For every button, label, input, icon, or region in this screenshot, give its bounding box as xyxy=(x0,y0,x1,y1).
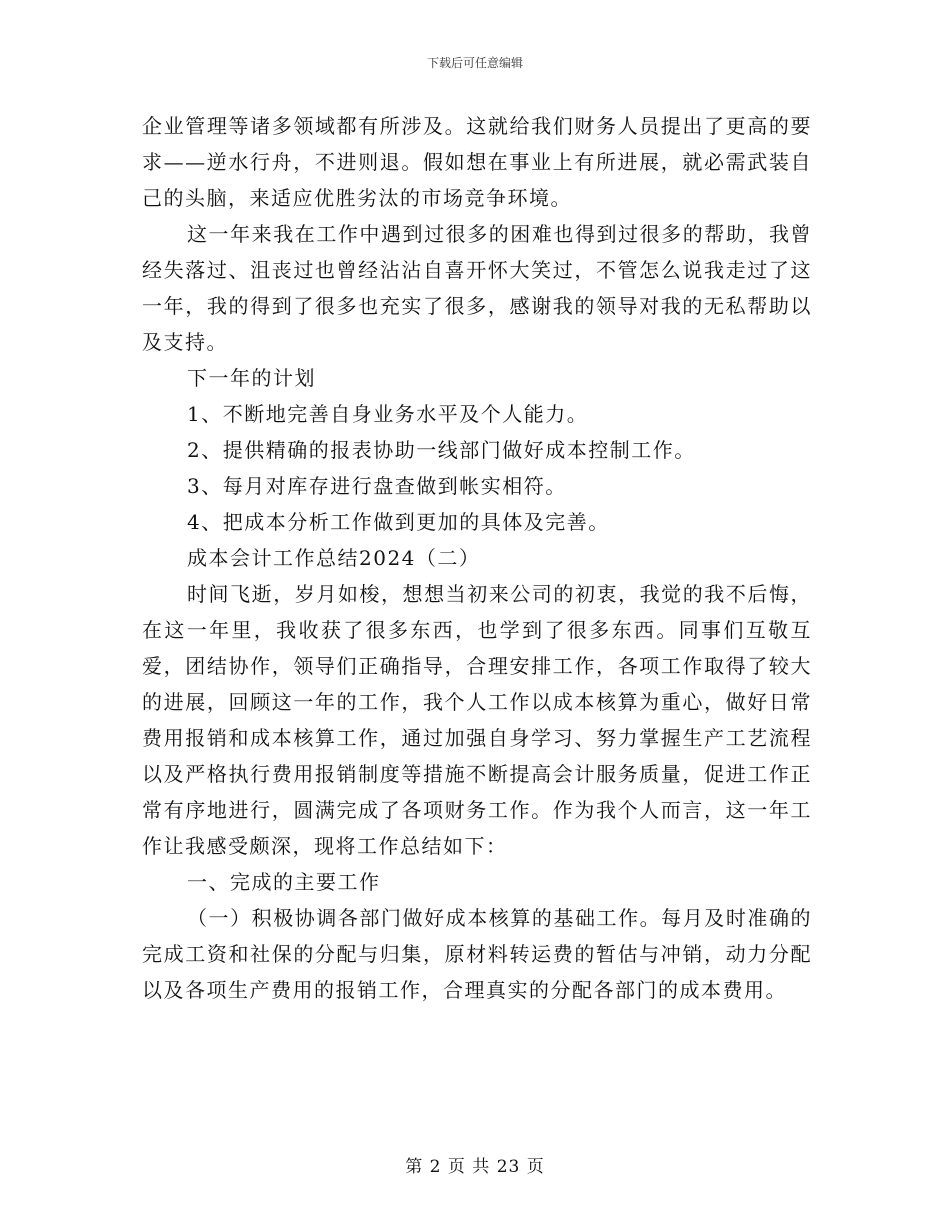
current-page-number: 2 xyxy=(429,1157,442,1177)
plan-item-2: 2、提供精确的报表协助一线部门做好成本控制工作。 xyxy=(187,438,696,462)
footer-mid: 页 共 xyxy=(447,1157,491,1177)
paragraph-2: 这一年来我在工作中遇到过很多的困难也得到过很多的帮助，我曾经失落过、沮丧过也曾经沾沾自喜开怀大笑过，不管怎么说我走过了这一年，我的得到了很多也充实了很多，感谢我的领导对我的无私帮助以及支持。 xyxy=(142,222,812,354)
paragraph-1: 企业管理等诸多领域都有所涉及。这就给我们财务人员提出了更高的要求——逆水行舟，不进则退。假如想在事业上有所进展，就必需武装自己的头脑，来适应优胜劣汰的市场竞争环境。 xyxy=(142,114,812,210)
plan-item-4: 4、把成本分析工作做到更加的具体及完善。 xyxy=(187,510,610,534)
paragraph-summary-intro: 时间飞逝，岁月如梭，想想当初来公司的初衷，我觉的我不后悔，在这一年里，我收获了很多东西，也学到了很多东西。同事们互敬互爱，团结协作，领导们正确指导，合理安排工作，各项工作取得了较大的进展，回顾这一年的工作，我个人工作以成本核算为重心，做好日常费用报销和成本核算工作，通过加强自身学习、努力掌握生产工艺流程以及严格执行费用报销制度等措施不断提高会计服务质量，促进工作正常有序地进行，圆满完成了各项财务工作。作为我个人而言，这一年工作让我感受颇深，现将工作总结如下： xyxy=(142,582,812,858)
document-body xyxy=(142,108,812,1008)
paragraph-main-work-1: （一）积极协调各部门做好成本核算的基础工作。每月及时准确的完成工资和社保的分配与归集，原材料转运费的暂估与冲销，动力分配以及各项生产费用的报销工作，合理真实的分配各部门的成本费用。 xyxy=(142,906,812,1002)
plan-item-1: 1、不断地完善自身业务水平及个人能力。 xyxy=(187,402,589,426)
footer-suffix: 页 xyxy=(526,1157,545,1177)
footer-prefix: 第 xyxy=(405,1157,424,1177)
page-footer xyxy=(0,1152,950,1177)
plan-item-3: 3、每月对库存进行盘查做到帐实相符。 xyxy=(187,474,567,498)
total-pages: 23 xyxy=(496,1157,521,1177)
section-title-summary-2: 成本会计工作总结2024（二） xyxy=(187,546,481,570)
section-heading-main-work: 一、完成的主要工作 xyxy=(187,870,381,894)
page-header: 下载后可任意编辑 xyxy=(426,56,523,70)
section-heading-next-year-plan: 下一年的计划 xyxy=(187,366,316,390)
